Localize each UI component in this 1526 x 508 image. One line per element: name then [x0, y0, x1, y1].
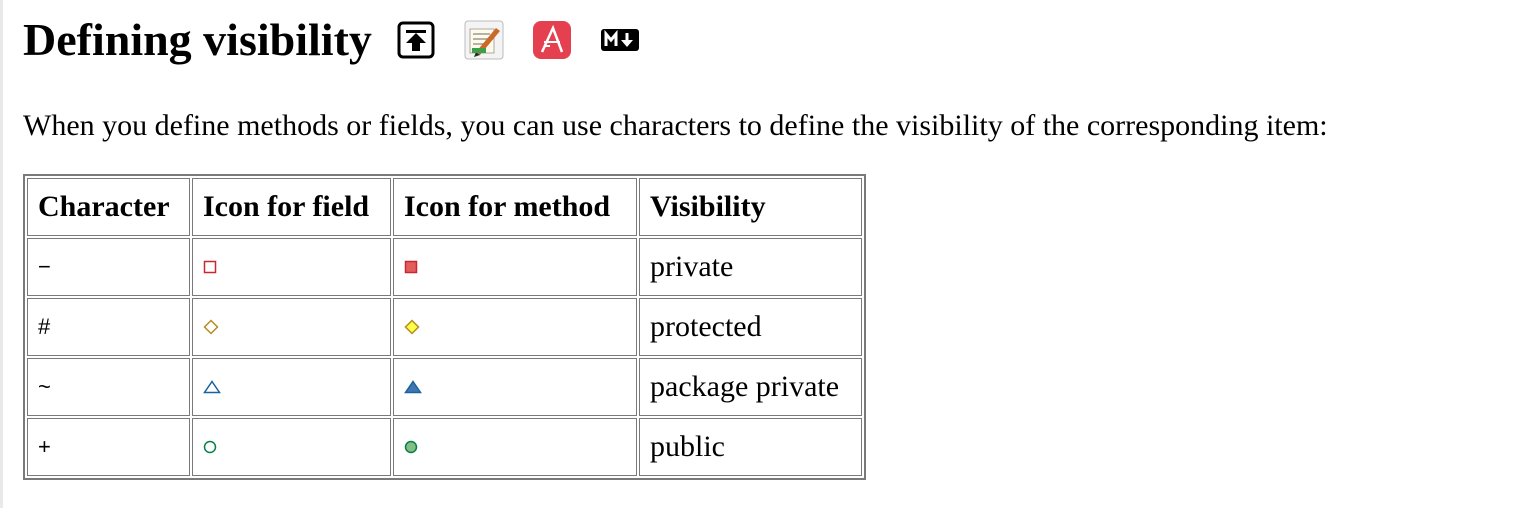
diagram-editor-icon[interactable] — [464, 20, 504, 60]
visibility-cell: private — [639, 238, 862, 296]
visibility-table — [23, 174, 866, 480]
heading-icons — [396, 20, 668, 60]
diamond-filled-icon — [404, 319, 626, 335]
character-cell: + — [27, 418, 190, 476]
asciidoc-icon[interactable] — [532, 20, 572, 60]
table-row — [27, 298, 862, 356]
table-row — [27, 358, 862, 416]
character-cell: ~ — [27, 358, 190, 416]
square-filled-icon — [404, 260, 626, 274]
character-cell: − — [27, 238, 190, 296]
intro-text: When you define methods or fields, you can use characters to define the visibility of the corresponding item: — [23, 109, 1328, 142]
page-title: Defining visibility — [23, 14, 372, 65]
visibility-cell: protected — [639, 298, 862, 356]
visibility-cell: package private — [639, 358, 862, 416]
square-outline-icon — [203, 260, 380, 274]
circle-filled-icon — [404, 440, 626, 454]
triangle-filled-icon — [404, 380, 626, 394]
header-method-icon: Icon for method — [393, 178, 637, 236]
table-row — [27, 238, 862, 296]
header-field-icon: Icon for field — [192, 178, 391, 236]
table-row — [27, 418, 862, 476]
circle-outline-icon — [203, 440, 380, 454]
character-cell: # — [27, 298, 190, 356]
triangle-outline-icon — [203, 380, 380, 394]
page-heading — [23, 10, 668, 70]
header-character: Character — [27, 178, 190, 236]
top-arrow-icon[interactable] — [396, 20, 436, 60]
table-header-row — [27, 178, 862, 236]
diamond-outline-icon — [203, 319, 380, 335]
header-visibility: Visibility — [639, 178, 862, 236]
visibility-cell: public — [639, 418, 862, 476]
markdown-icon[interactable] — [600, 20, 640, 60]
